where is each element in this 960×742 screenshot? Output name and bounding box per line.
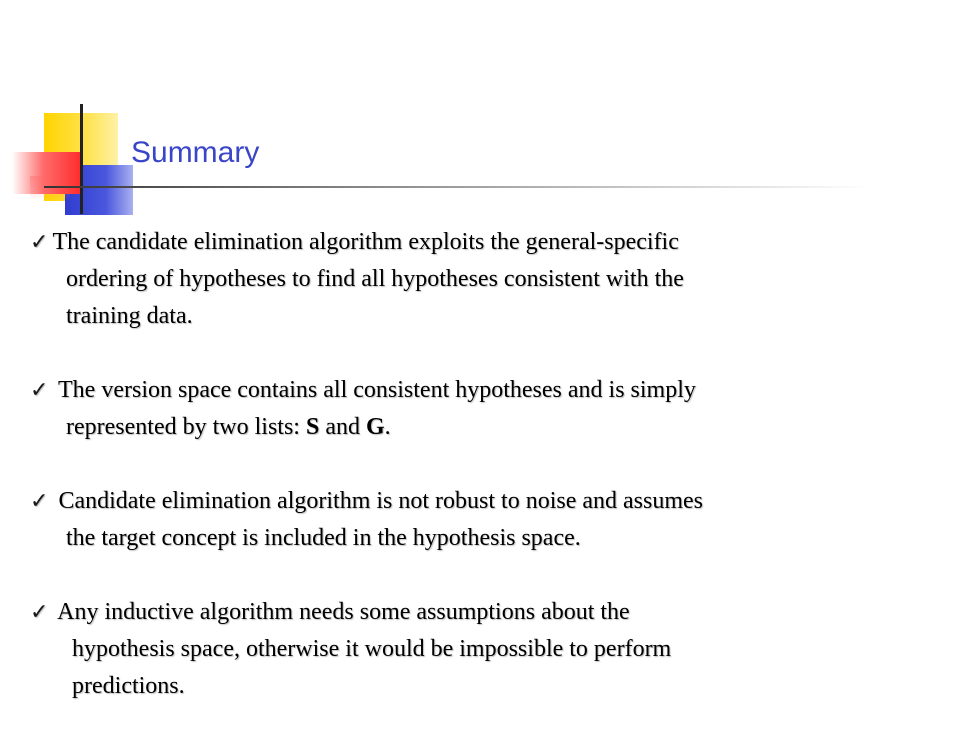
slide-title: Summary [131, 136, 260, 169]
bullet-item: ✓ Candidate elimination algorithm is not robust to noise and assumes the target concept is included in the hypothesis space. [30, 488, 704, 551]
check-icon: ✓ [30, 489, 49, 514]
check-icon: ✓ [30, 600, 49, 625]
bullet-item: ✓ Any inductive algorithm needs some assumptions about the hypothesis space, otherwise it would be impossible to perform predictions. [30, 599, 672, 699]
check-icon: ✓ [30, 230, 49, 255]
bullet-list [30, 224, 930, 742]
bullet-item: ✓ The version space contains all consistent hypotheses and is simply represented by two lists: S and G. [30, 377, 696, 440]
list-s: S [305, 414, 320, 440]
logo-vertical-line [80, 104, 83, 214]
bullet-item: ✓ The candidate elimination algorithm exploits the general-specific ordering of hypotheses to find all hypotheses consistent with the training data. [30, 229, 684, 329]
check-icon: ✓ [30, 378, 49, 403]
title-underline [44, 186, 870, 188]
list-g: G [365, 414, 385, 440]
